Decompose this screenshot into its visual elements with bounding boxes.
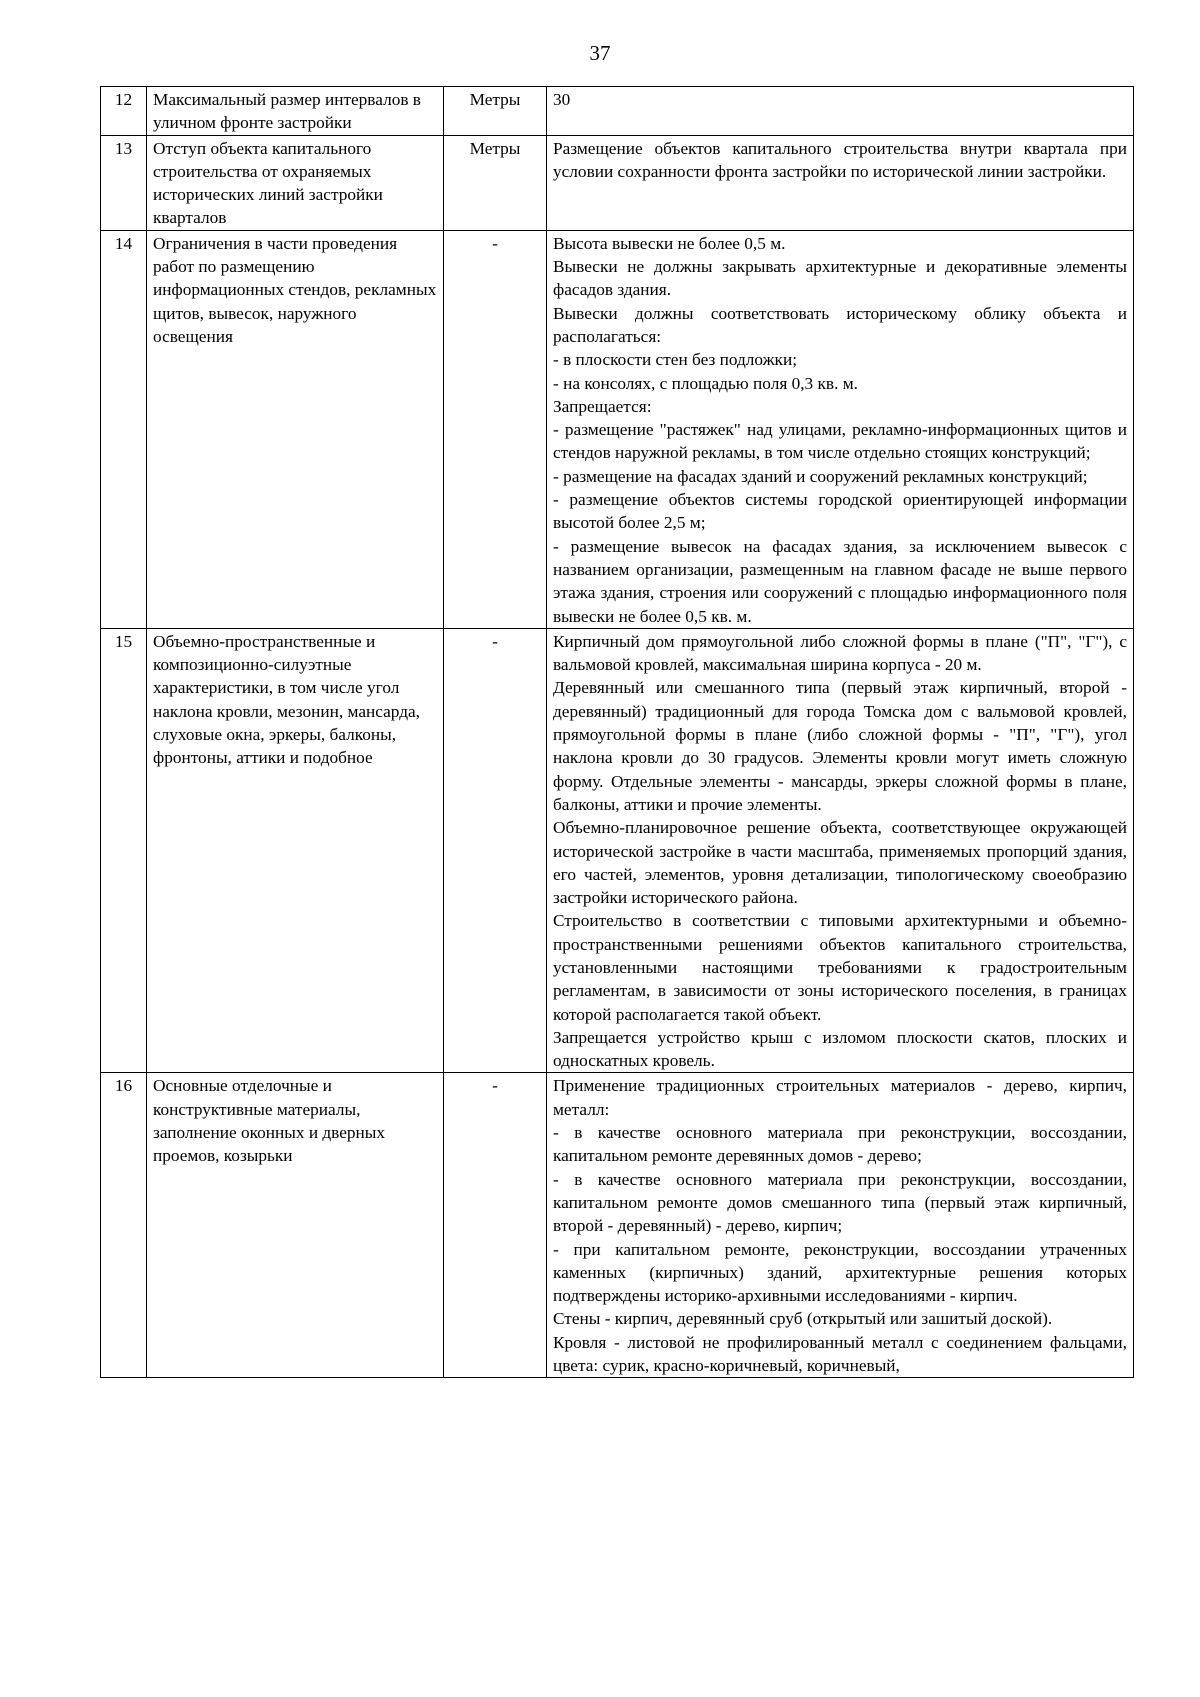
value-paragraph: Кровля - листовой не профилированный металл с соединением фальцами, цвета: сурик, красно-коричневый, коричневый, bbox=[553, 1332, 1127, 1376]
unit-of-measure: - bbox=[444, 628, 547, 1073]
unit-of-measure: - bbox=[444, 230, 547, 628]
table-row bbox=[101, 628, 1134, 1073]
value-paragraph: Вывески должны соответствовать историческому облику объекта и располагаться: bbox=[553, 303, 1127, 346]
table-row bbox=[101, 135, 1134, 230]
parameter-value bbox=[547, 1073, 1134, 1378]
value-paragraph: - размещение на фасадах зданий и сооружений рекламных конструкций; bbox=[553, 466, 1088, 486]
value-paragraph: Применение традиционных строительных материалов - дерево, кирпич, металл: bbox=[553, 1076, 1127, 1119]
value-paragraph: - размещение объектов системы городской ориентирующей информации высотой более 2,5 м; bbox=[553, 490, 1127, 533]
value-paragraph: Деревянный или смешанного типа (первый этаж кирпичный, второй - деревянный) традиционный для города Томска дом с вальмовой кровлей, прямоугольной формы в плане (либо сложной формы - "П", "Г"), угол наклона кровли до 30 градусов. Элементы кровли могут иметь сложную форму. Отдельные элементы - мансарды, эркеры сложной формы в плане, балконы, аттики и прочие элементы. bbox=[553, 678, 1127, 814]
row-number: 14 bbox=[101, 230, 147, 628]
row-number: 12 bbox=[101, 87, 147, 136]
value-paragraph: - размещение вывесок на фасадах здания, за исключением вывесок с названием организации, размещенным на главном фасаде не выше первого этажа здания, строения или сооружений с площадью информационного поля вывески не более 0,5 кв. м. bbox=[553, 536, 1127, 626]
value-paragraph: Размещение объектов капитального строительства внутри квартала при условии сохранности фронта застройки по исторической линии застройки. bbox=[553, 138, 1127, 181]
regulations-table bbox=[100, 86, 1134, 1378]
value-paragraph: - в качестве основного материала при реконструкции, воссоздании, капитальном ремонте деревянных домов - дерево; bbox=[553, 1123, 1127, 1166]
page-number: 37 bbox=[589, 41, 611, 65]
value-paragraph: - размещение "растяжек" над улицами, рекламно-информационных щитов и стендов наружной рекламы, в том числе отдельно стоящих конструкций; bbox=[553, 420, 1127, 463]
unit-of-measure: Метры bbox=[444, 135, 547, 230]
parameter-value bbox=[547, 230, 1134, 628]
value-paragraph: - на консолях, с площадью поля 0,3 кв. м. bbox=[553, 373, 858, 393]
row-number: 13 bbox=[101, 135, 147, 230]
unit-of-measure: - bbox=[444, 1073, 547, 1378]
value-paragraph: Запрещается устройство крыш с изломом плоскости скатов, плоских и односкатных кровель. bbox=[553, 1027, 1127, 1071]
table-row bbox=[101, 1073, 1134, 1378]
value-paragraph: - в плоскости стен без подложки; bbox=[553, 350, 798, 370]
parameter-name: Отступ объекта капитального строительства от охраняемых исторических линий застройки кварталов bbox=[147, 135, 444, 230]
value-paragraph: Строительство в соответствии с типовыми архитектурными и объемно-пространственными решениями объектов капитального строительства, установленными настоящими требованиями к градостроительным регламентам, в зависимости от зоны исторического поселения, в границах которой располагается такой объект. bbox=[553, 911, 1127, 1024]
value-paragraph: Вывески не должны закрывать архитектурные и декоративные элементы фасадов здания. bbox=[553, 257, 1127, 300]
table-row bbox=[101, 87, 1134, 136]
table-row bbox=[101, 230, 1134, 628]
parameter-name: Максимальный размер интервалов в уличном фронте застройки bbox=[147, 87, 444, 136]
value-paragraph: - в качестве основного материала при реконструкции, воссоздании, капитальном ремонте домов смешанного типа (первый этаж кирпичный, второй - деревянный) - дерево, кирпич; bbox=[553, 1169, 1127, 1236]
value-paragraph: Запрещается: bbox=[553, 396, 652, 416]
value-paragraph: Высота вывески не более 0,5 м. bbox=[553, 233, 786, 253]
value-paragraph: Кирпичный дом прямоугольной либо сложной формы в плане ("П", "Г"), с вальмовой кровлей, максимальная ширина корпуса - 20 м. bbox=[553, 631, 1127, 675]
value-paragraph: Объемно-планировочное решение объекта, соответствующее окружающей исторической застройке в части масштаба, применяемых пропорций здания, его частей, элементов, уровня детализации, типологическому своеобразию застройки исторического района. bbox=[553, 818, 1127, 908]
parameter-value bbox=[547, 628, 1134, 1073]
parameter-name: Объемно-пространственные и композиционно-силуэтные характеристики, в том числе угол наклона кровли, мезонин, мансарда, слуховые окна, эркеры, балконы, фронтоны, аттики и подобное bbox=[147, 628, 444, 1073]
parameter-value bbox=[547, 87, 1134, 136]
regulations-table-body bbox=[101, 87, 1134, 1378]
unit-of-measure: Метры bbox=[444, 87, 547, 136]
row-number: 15 bbox=[101, 628, 147, 1073]
parameter-name: Ограничения в части проведения работ по размещению информационных стендов, рекламных щитов, вывесок, наружного освещения bbox=[147, 230, 444, 628]
value-paragraph: 30 bbox=[553, 90, 571, 109]
parameter-name: Основные отделочные и конструктивные материалы, заполнение оконных и дверных проемов, козырьки bbox=[147, 1073, 444, 1378]
value-paragraph: Стены - кирпич, деревянный сруб (открытый или зашитый доской). bbox=[553, 1309, 1053, 1329]
value-paragraph: - при капитальном ремонте, реконструкции, воссоздании утраченных каменных (кирпичных) зданий, архитектурные решения которых подтверждены историко-архивными исследованиями - кирпич. bbox=[553, 1239, 1127, 1306]
parameter-value bbox=[547, 135, 1134, 230]
row-number: 16 bbox=[101, 1073, 147, 1378]
